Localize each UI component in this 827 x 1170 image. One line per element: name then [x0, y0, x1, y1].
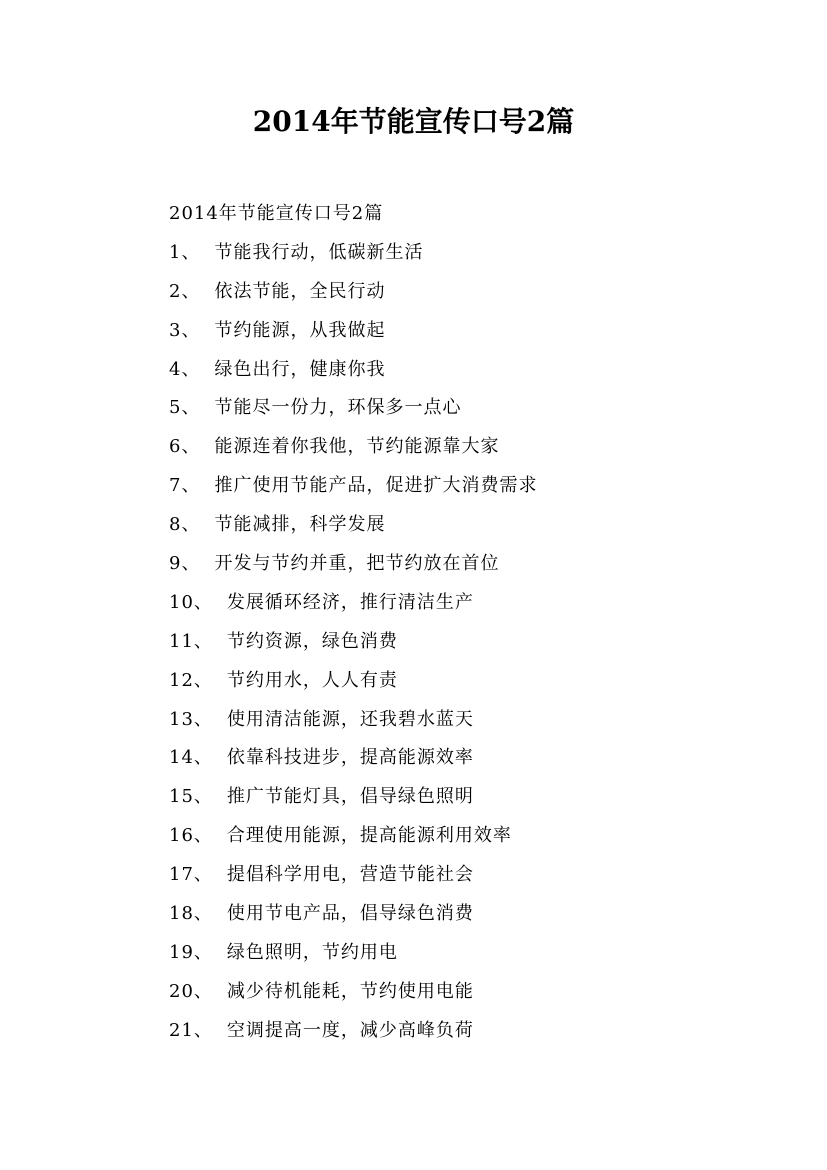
slogan-number: 16、 [169, 825, 213, 847]
slogan-item [169, 895, 789, 934]
slogan-text: 使用节电产品，倡导绿色消费 [226, 903, 474, 925]
slogan-item [169, 545, 789, 584]
slogan-number: 11、 [169, 630, 213, 652]
slogan-text: 依法节能，全民行动 [214, 280, 386, 302]
slogan-item [169, 739, 789, 778]
slogan-number: 21、 [169, 1019, 213, 1041]
slogan-item [169, 973, 789, 1012]
slogan-item [169, 701, 789, 740]
slogan-item [169, 934, 789, 973]
slogan-item [169, 351, 789, 390]
slogan-text: 提倡科学用电，营造节能社会 [226, 864, 474, 886]
slogan-text: 绿色照明，节约用电 [226, 941, 398, 963]
slogan-item [169, 1012, 789, 1051]
slogan-number: 15、 [169, 786, 213, 808]
slogan-number: 6、 [169, 436, 201, 458]
slogan-item [169, 817, 789, 856]
document-title: 2014年节能宣传口号2篇 [252, 105, 575, 138]
slogan-number: 10、 [169, 591, 213, 613]
slogan-item [169, 234, 789, 273]
slogan-item [169, 662, 789, 701]
slogan-number: 13、 [169, 708, 213, 730]
slogan-number: 12、 [169, 669, 213, 691]
slogan-text: 节能减排，科学发展 [214, 514, 386, 536]
slogan-item [169, 389, 789, 428]
slogan-list [169, 234, 789, 1051]
slogan-text: 开发与节约并重，把节约放在首位 [214, 553, 500, 575]
slogan-text: 绿色出行，健康你我 [214, 358, 386, 380]
document-subtitle: 2014年节能宣传口号2篇 [169, 203, 384, 224]
slogan-number: 7、 [169, 475, 201, 497]
slogan-text: 节能尽一份力，环保多一点心 [214, 397, 462, 419]
slogan-item [169, 428, 789, 467]
document-body [169, 195, 789, 1051]
slogan-item [169, 273, 789, 312]
slogan-text: 减少待机能耗，节约使用电能 [226, 980, 474, 1002]
slogan-number: 4、 [169, 358, 201, 380]
slogan-text: 推广节能灯具，倡导绿色照明 [226, 786, 474, 808]
slogan-text: 能源连着你我他，节约能源靠大家 [214, 436, 500, 458]
slogan-text: 空调提高一度，减少高峰负荷 [226, 1019, 474, 1041]
slogan-number: 9、 [169, 553, 201, 575]
slogan-item [169, 467, 789, 506]
slogan-number: 3、 [169, 319, 201, 341]
slogan-item [169, 312, 789, 351]
slogan-number: 18、 [169, 903, 213, 925]
slogan-item [169, 584, 789, 623]
slogan-item [169, 856, 789, 895]
slogan-number: 14、 [169, 747, 213, 769]
slogan-text: 发展循环经济，推行清洁生产 [226, 591, 474, 613]
slogan-item [169, 778, 789, 817]
slogan-text: 节约用水，人人有责 [226, 669, 398, 691]
slogan-text: 依靠科技进步，提高能源效率 [226, 747, 474, 769]
slogan-text: 使用清洁能源，还我碧水蓝天 [226, 708, 474, 730]
slogan-item [169, 506, 789, 545]
slogan-number: 5、 [169, 397, 201, 419]
slogan-text: 节约资源，绿色消费 [226, 630, 398, 652]
slogan-number: 20、 [169, 980, 213, 1002]
slogan-text: 节能我行动，低碳新生活 [214, 241, 424, 263]
slogan-number: 8、 [169, 514, 201, 536]
slogan-text: 推广使用节能产品，促进扩大消费需求 [214, 475, 538, 497]
slogan-item [169, 623, 789, 662]
slogan-number: 19、 [169, 941, 213, 963]
slogan-text: 合理使用能源，提高能源利用效率 [226, 825, 512, 847]
slogan-number: 2、 [169, 280, 201, 302]
slogan-text: 节约能源，从我做起 [214, 319, 386, 341]
slogan-number: 17、 [169, 864, 213, 886]
slogan-number: 1、 [169, 241, 201, 263]
